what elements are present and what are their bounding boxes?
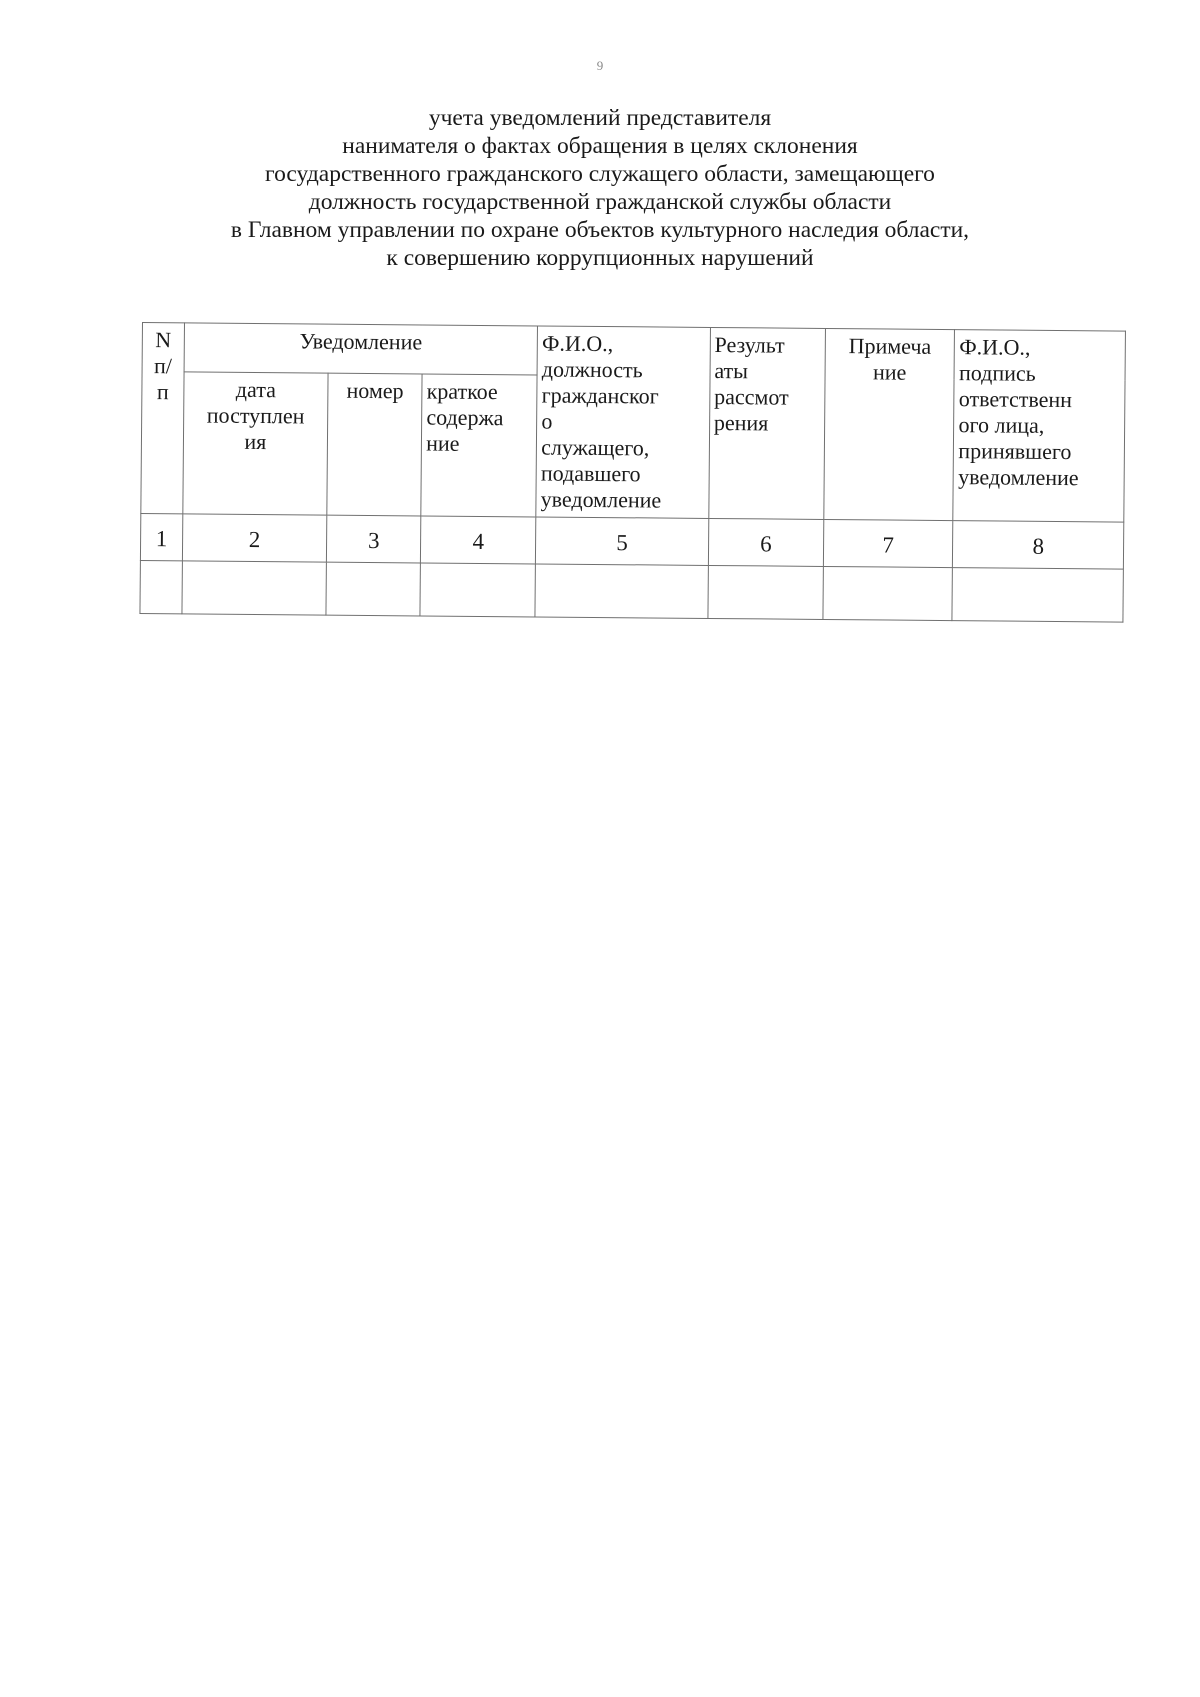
header-fio-signature xyxy=(953,330,1125,522)
title-line: нанимателя о фактах обращения в целях склонения xyxy=(342,133,858,159)
header-line: должность xyxy=(541,356,643,383)
column-number: 3 xyxy=(327,515,422,563)
header-results xyxy=(709,327,826,519)
header-line: о xyxy=(541,408,553,434)
column-number-row xyxy=(140,513,1123,569)
header-line: служащего, xyxy=(541,434,650,461)
header-line: ого лица, xyxy=(958,412,1045,438)
header-line: подавшего xyxy=(540,460,641,487)
title-line: государственного гражданского служащего области, замещающего xyxy=(265,161,935,187)
header-line: рения xyxy=(713,409,769,436)
column-number: 7 xyxy=(823,519,953,567)
header-line: п xyxy=(156,379,169,405)
document-title xyxy=(140,104,1060,272)
header-date xyxy=(183,372,329,515)
column-number: 1 xyxy=(140,513,182,560)
header-line: содержа xyxy=(426,404,504,431)
header-line: рассмот xyxy=(714,383,789,410)
column-number: 6 xyxy=(708,518,823,566)
header-line: Ф.И.О., xyxy=(959,334,1031,360)
header-summary xyxy=(421,374,537,517)
header-notice-group: Уведомление xyxy=(184,323,538,375)
header-line: Результ xyxy=(714,331,785,358)
column-number: 8 xyxy=(953,521,1124,569)
header-line: принявшего xyxy=(958,438,1072,465)
table-cell xyxy=(952,568,1123,622)
header-npp xyxy=(141,323,184,514)
table-row xyxy=(140,560,1123,622)
title-line: должность государственной гражданской службы области xyxy=(308,189,892,215)
column-number: 5 xyxy=(536,517,709,566)
header-note xyxy=(824,328,955,520)
header-line: ние xyxy=(426,430,460,456)
title-line: в Главном управлении по охране объектов культурного наследия области, xyxy=(230,217,970,243)
header-line: N xyxy=(155,327,172,353)
header-number: номер xyxy=(327,373,422,516)
header-line: аты xyxy=(714,357,749,384)
header-line: ия xyxy=(244,428,267,455)
table-cell xyxy=(182,561,327,615)
header-line: гражданског xyxy=(541,382,659,409)
header-line: поступлен xyxy=(206,402,305,429)
table-cell xyxy=(823,566,953,620)
header-line: уведомление xyxy=(540,486,662,513)
header-row-1 xyxy=(142,323,1125,381)
table-cell xyxy=(535,564,708,619)
title-line: учета уведомлений представителя xyxy=(428,105,772,131)
table-cell xyxy=(326,562,421,616)
table-cell xyxy=(420,563,535,617)
header-line: п/ xyxy=(153,353,173,379)
header-line: ответственн xyxy=(958,386,1073,413)
header-fio-position xyxy=(536,326,710,518)
table-cell xyxy=(708,565,823,619)
table-cell xyxy=(140,560,182,613)
header-line: уведомление xyxy=(958,464,1079,491)
header-line: краткое xyxy=(426,378,498,405)
header-line: ние xyxy=(872,359,907,385)
header-line: дата xyxy=(235,376,277,403)
notification-journal-table xyxy=(139,322,1126,623)
page-number: 9 xyxy=(596,58,604,73)
header-line: Примеча xyxy=(848,333,932,359)
title-line: к совершению коррупционных нарушений xyxy=(386,245,814,271)
header-line: Ф.И.О., xyxy=(541,330,614,357)
column-number: 2 xyxy=(182,514,327,562)
column-number: 4 xyxy=(421,516,536,564)
header-line: подпись xyxy=(958,360,1036,386)
